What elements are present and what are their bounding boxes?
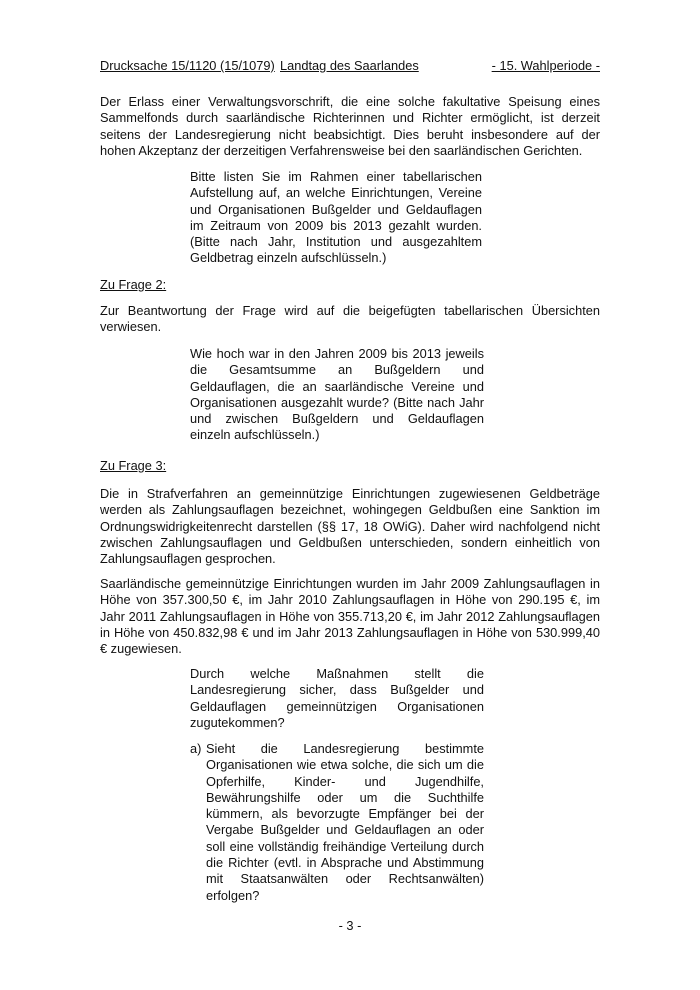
header-parliament: Landtag des Saarlandes — [280, 58, 419, 73]
page-header — [100, 57, 600, 75]
heading-question-3: Zu Frage 3: — [100, 458, 167, 473]
question-4a-text: Sieht die Landesregierung bestimmte Organisationen wie etwa solche, die sich um die Opferhilfe, Kinder- und Jugendhilfe, Bewährungshilfe oder um die Suchthilfe kümmern, als bevorzugte Empfänger bei der Vergabe Bußgelder und Geldauflagen an oder soll eine vollständig freihändige Verteilung durch die Richter (evtl. in Absprache und Abstimmung mit Staatsanwälten oder Rechtsanwälten) erfolgen? — [206, 741, 484, 903]
answer-question-2: Zur Beantwortung der Frage wird auf die beigefügten tabellarischen Übersichten verwiesen. — [100, 303, 600, 335]
question-2-text: Bitte listen Sie im Rahmen einer tabellarischen Aufstellung auf, an welche Einrichtungen, Vereine und Organisationen Bußgelder und Geldauflagen im Zeitraum von 2009 bis 2013 gezahlt wurden. (Bitte nach Jahr, Institution und ausgezahltem Geldbetrag einzeln aufschlüsseln.) — [190, 169, 482, 266]
header-document-number: Drucksache 15/1120 (15/1079) — [100, 58, 275, 73]
heading-question-2: Zu Frage 2: — [100, 277, 167, 292]
question-4a-item — [190, 741, 484, 904]
header-legislative-period: - 15. Wahlperiode - — [491, 58, 600, 73]
answer-question-3-paragraph-2: Saarländische gemeinnützige Einrichtungen wurden im Jahr 2009 Zahlungsauflagen in Höhe von 357.300,50 €, im Jahr 2010 Zahlungsauflagen in Höhe von 290.195 €, im Jahr 2011 Zahlungsauflagen in Höhe von 355.713,20 €, im Jahr 2012 Zahlungsauflagen in Höhe von 450.832,98 € und im Jahr 2013 Zahlungsauflagen in Höhe von 530.999,40 € zugewiesen. — [100, 576, 600, 657]
question-4a-marker: a) — [190, 741, 202, 756]
answer-paragraph-1: Der Erlass einer Verwaltungsvorschrift, die eine solche fakultative Speisung eines Sammelfonds durch saarländische Richterinnen und Richter ermöglicht, ist derzeit seitens der Landesregierung nicht beabsichtigt. Dies beruht insbesondere auf der hohen Akzeptanz der derzeitigen Verfahrensweise bei den saarländischen Gerichten. — [100, 94, 600, 158]
question-4-text: Durch welche Maßnahmen stellt die Landesregierung sicher, dass Bußgelder und Geldauflagen gemeinnützigen Organisationen zugutekommen? — [190, 666, 484, 730]
answer-question-3-paragraph-1: Die in Strafverfahren an gemeinnützige Einrichtungen zugewiesenen Geldbeträge werden als Zahlungsauflagen bezeichnet, wohingegen Geldbußen eine Sanktion im Ordnungswidrigkeitenrecht darstellen (§§ 17, 18 OWiG). Daher wird nachfolgend nicht zwischen Zahlungsauflagen und Geldbußen unterschieden, sondern einheitlich von Zahlungsauflagen gesprochen. — [100, 486, 600, 567]
page-number: - 3 - — [338, 918, 362, 933]
question-3-text: Wie hoch war in den Jahren 2009 bis 2013 jeweils die Gesamtsumme an Bußgeldern und Geldauflagen, die an saarländische Vereine und Organisationen ausgezahlt wurde? (Bitte nach Jahr und zwischen Bußgeldern und Geldauflagen einzeln aufschlüsseln.) — [190, 346, 484, 443]
